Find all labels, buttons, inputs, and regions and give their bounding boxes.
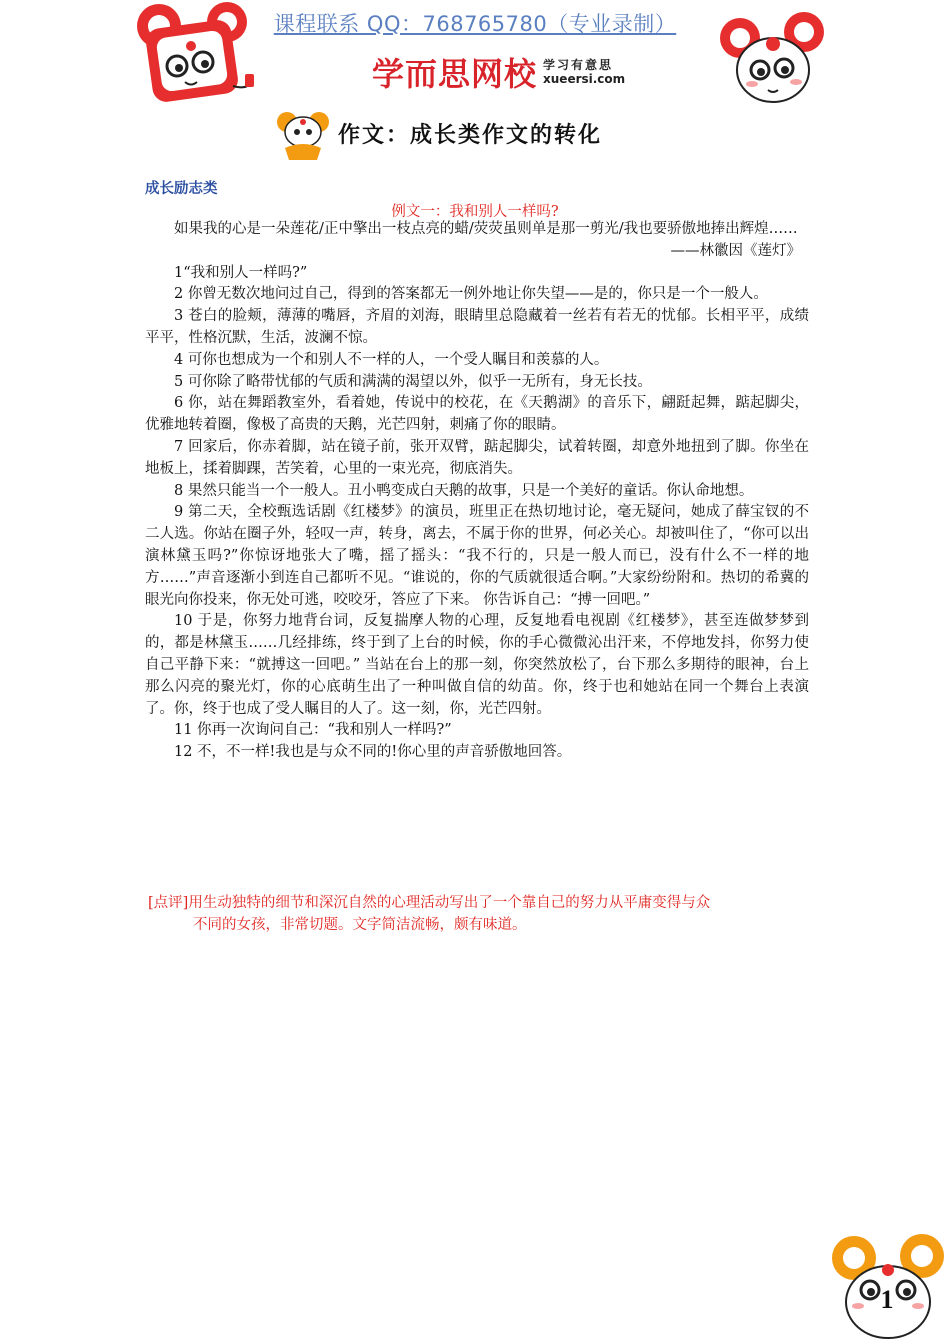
brand-name: 学而思网校 bbox=[372, 55, 538, 93]
contact-qq-text: 课程联系 QQ：768765780（专业录制） bbox=[273, 12, 677, 36]
epigraph-source: ——林徽因《莲灯》 bbox=[670, 242, 801, 259]
essay-paragraph: 4 可你也想成为一个和别人不一样的人，一个受人瞩目和羡慕的人。 bbox=[174, 351, 609, 368]
essay-paragraph: 11 你再一次询问自己：“我和别人一样吗?” bbox=[174, 722, 452, 739]
epigraph: 如果我的心是一朵莲花/正中擎出一枝点亮的蜡/荧荧虽则单是那一剪光/我也要骄傲地捧出辉煌…… bbox=[174, 221, 798, 237]
mascot-title-icon bbox=[275, 110, 331, 162]
comment-line-1: [点评]用生动独特的细节和深沉自然的心理活动写出了一个靠自己的努力从平庸变得与众 bbox=[148, 895, 711, 911]
essay-paragraph: 12 不，不一样!我也是与众不同的!你心里的声音骄傲地回答。 bbox=[174, 744, 572, 761]
essay-paragraph: 10 于是，你努力地背台词，反复揣摩人物的心理，反复地看电视剧《红楼梦》，甚至连做梦梦到的，都是林黛玉……几经排练，终于到了上台的时候，你的手心微微沁出汗来，不停地发抖，你努力使自己平静下来：“就搏这一回吧。” 当站在台上的那一刻，你突然放松了，台下那么多期待的眼神，台上那么闪亮的聚光灯，你的心底萌生出了一种叫做自信的幼苗。你，终于也和她站在同一个舞台上表演了。你，终于也成了受人瞩目的人了。这一刻，你，光芒四射。 bbox=[145, 613, 809, 717]
brand-logo bbox=[372, 50, 625, 94]
essay-paragraph: 3 苍白的脸颊，薄薄的嘴唇，齐眉的刘海，眼睛里总隐藏着一丝若有若无的忧郁。长相平平，成绩平平，性格沉默，生活，波澜不惊。 bbox=[145, 308, 809, 346]
essay-paragraph: 7 回家后，你赤着脚，站在镜子前，张开双臂，踮起脚尖，试着转圈，却意外地扭到了脚。你坐在地板上，揉着脚踝，苦笑着，心里的一束光亮，彻底消失。 bbox=[145, 438, 809, 477]
brand-subtitle bbox=[543, 58, 625, 86]
essay-paragraph: 1“我和别人一样吗?” bbox=[174, 264, 308, 281]
essay-body bbox=[145, 219, 809, 764]
essay-paragraph: 8 果然只能当一个一般人。丑小鸭变成白天鹅的故事，只是一个美好的童话。你认命地想。 bbox=[174, 482, 754, 499]
page-title: 作文：成长类作文的转化 bbox=[338, 123, 603, 148]
page-number: 1 bbox=[880, 1285, 894, 1314]
comment-block bbox=[148, 892, 808, 936]
essay-paragraph: 9 第二天，全校甄选话剧《红楼梦》的演员，班里正在热切地讨论，毫无疑问，她成了薛宝钗的不二人选。你站在圈子外，轻叹一声，转身，离去，不属于你的世界，何必关心。却被叫住了，“你可以出演林黛玉吗?”你惊讶地张大了嘴，摇了摇头：“我不行的，只是一般人而已，没有什么不一样的地方……”声音逐渐小到连自己都听不见。“谁说的，你的气质就很适合啊。”大家纷纷附和。热切的希冀的眼光向你投来，你无处可逃，咬咬牙，答应了下来。 你告诉自己：“搏一回吧。” bbox=[145, 504, 809, 608]
essay-paragraph: 2 你曾无数次地问过自己，得到的答案都无一例外地让你失望——是的，你只是一个一般人。 bbox=[174, 286, 768, 303]
comment-line-2: 不同的女孩，非常切题。文字简洁流畅，颇有味道。 bbox=[193, 917, 527, 933]
brand-slogan: 学习有意思 bbox=[543, 58, 614, 72]
brand-site: xueersi.com bbox=[543, 72, 626, 86]
category-heading: 成长励志类 bbox=[145, 181, 218, 197]
essay-paragraph: 5 可你除了略带忧郁的气质和满满的渴望以外，似乎一无所有，身无长技。 bbox=[174, 373, 652, 390]
essay-paragraph: 6 你，站在舞蹈教室外，看着她，传说中的校花，在《天鹅湖》的音乐下，翩跹起舞，踮起脚尖，优雅地转着圈，像极了高贵的天鹅，光芒四射，刺痛了你的眼睛。 bbox=[145, 395, 809, 434]
example-title: 例文一：我和别人一样吗? bbox=[391, 204, 559, 220]
